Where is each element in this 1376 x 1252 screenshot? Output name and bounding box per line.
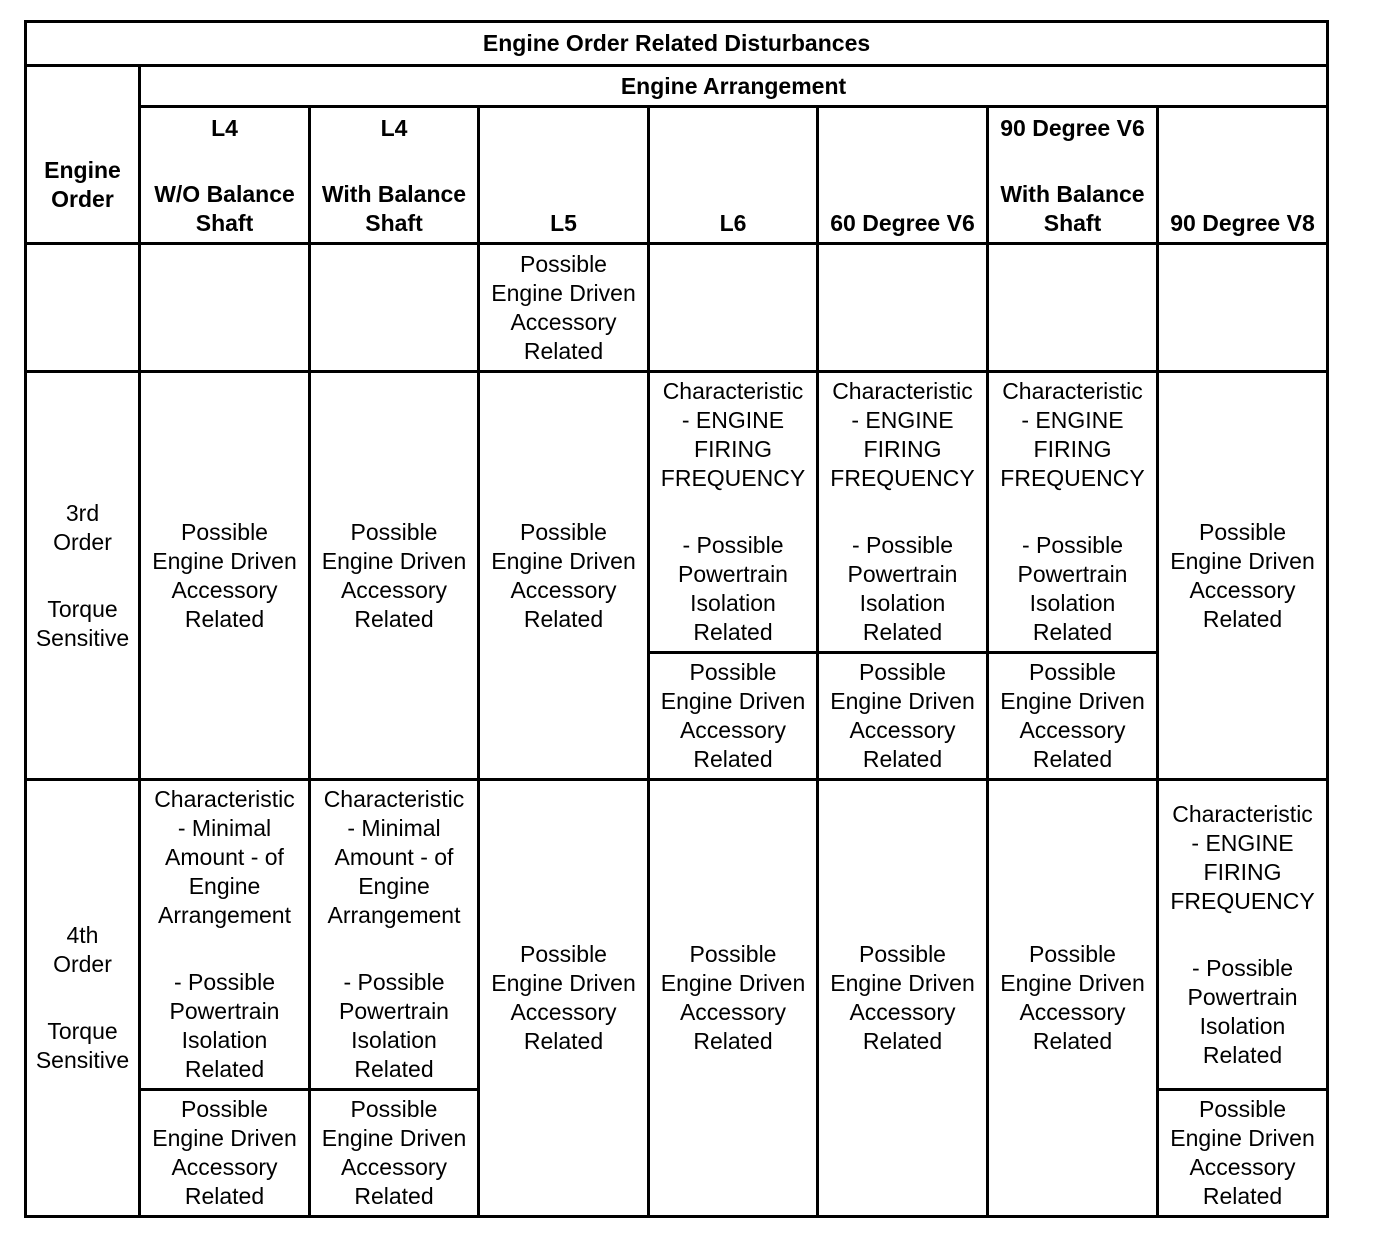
cell-empty — [988, 244, 1158, 372]
cell-firing-frequency: Characteristic - ENGINE FIRING FREQUENCY - Possible Powertrain Isolation Related — [818, 372, 988, 653]
cell-empty — [649, 244, 818, 372]
cell-empty — [140, 244, 310, 372]
row-label-3rd-order: 3rd Order Torque Sensitive — [26, 372, 140, 780]
cell-accessory: Possible Engine Driven Accessory Related — [310, 1090, 479, 1217]
cell-accessory: Possible Engine Driven Accessory Related — [649, 780, 818, 1217]
cell-accessory: Possible Engine Driven Accessory Related — [1158, 372, 1328, 780]
col-header-l6: L6 — [649, 107, 818, 244]
cell-accessory: Possible Engine Driven Accessory Related — [818, 780, 988, 1217]
row-label-4th-order: 4th Order Torque Sensitive — [26, 780, 140, 1217]
cell-firing-frequency: Characteristic - ENGINE FIRING FREQUENCY - Possible Powertrain Isolation Related — [1158, 780, 1328, 1090]
cell-minimal-amount: Characteristic - Minimal Amount - of Engine Arrangement - Possible Powertrain Isolation Related — [140, 780, 310, 1090]
cell-accessory: Possible Engine Driven Accessory Related — [988, 653, 1158, 780]
cell-empty — [1158, 244, 1328, 372]
cell-minimal-amount: Characteristic - Minimal Amount - of Engine Arrangement - Possible Powertrain Isolation Related — [310, 780, 479, 1090]
engine-order-header: Engine Order — [26, 66, 140, 244]
cell-accessory: Possible Engine Driven Accessory Related — [310, 372, 479, 780]
cell-accessory: Possible Engine Driven Accessory Related — [818, 653, 988, 780]
cell-accessory: Possible Engine Driven Accessory Related — [140, 1090, 310, 1217]
col-header-l4-wo: L4 W/O Balance Shaft — [140, 107, 310, 244]
cell-accessory: Possible Engine Driven Accessory Related — [649, 653, 818, 780]
col-header-90-v8: 90 Degree V8 — [1158, 107, 1328, 244]
cell-firing-frequency: Characteristic - ENGINE FIRING FREQUENCY - Possible Powertrain Isolation Related — [988, 372, 1158, 653]
table-title: Engine Order Related Disturbances — [26, 22, 1328, 66]
col-header-l4-with: L4 With Balance Shaft — [310, 107, 479, 244]
col-header-l5: L5 — [479, 107, 649, 244]
cell-empty — [818, 244, 988, 372]
cell-accessory: Possible Engine Driven Accessory Related — [988, 780, 1158, 1217]
cell-accessory: Possible Engine Driven Accessory Related — [479, 780, 649, 1217]
col-header-90-v6: 90 Degree V6 With Balance Shaft — [988, 107, 1158, 244]
cell-accessory: Possible Engine Driven Accessory Related — [1158, 1090, 1328, 1217]
cell-firing-frequency: Characteristic - ENGINE FIRING FREQUENCY - Possible Powertrain Isolation Related — [649, 372, 818, 653]
engine-order-table — [24, 20, 1329, 1218]
engine-arrangement-header: Engine Arrangement — [140, 66, 1328, 107]
cell-accessory: Possible Engine Driven Accessory Related — [140, 372, 310, 780]
cell-accessory: Possible Engine Driven Accessory Related — [479, 372, 649, 780]
row-label-blank — [26, 244, 140, 372]
col-header-60-v6: 60 Degree V6 — [818, 107, 988, 244]
cell-empty — [310, 244, 479, 372]
cell-accessory: Possible Engine Driven Accessory Related — [479, 244, 649, 372]
